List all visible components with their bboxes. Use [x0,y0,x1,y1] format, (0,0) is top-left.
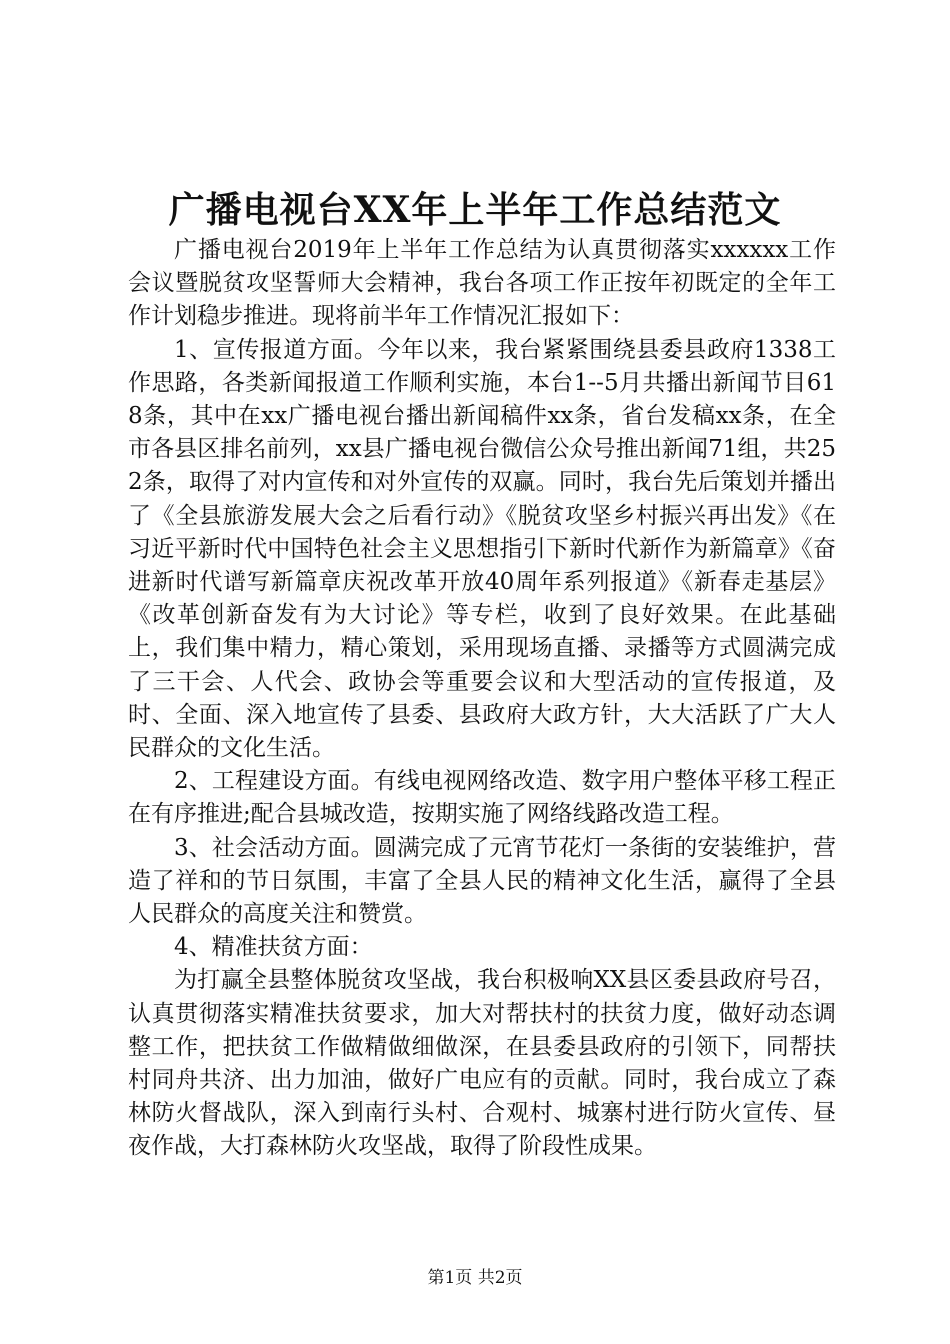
document-body [128,234,836,1164]
paragraph-engineering: 2、工程建设方面。有线电视网络改造、数字用户整体平移工程正在有序推进;配合县城改造，按期实施了网络线路改造工程。 [128,768,836,828]
paragraph-social-activities: 3、社会活动方面。圆满完成了元宵节花灯一条街的安装维护，营造了祥和的节日氛围，丰富了全县人民的精神文化生活，赢得了全县人民群众的高度关注和赞赏。 [128,834,836,928]
page-footer: 第1页 共2页 [427,1268,523,1288]
paragraph-poverty-heading: 4、精准扶贫方面： [174,934,373,961]
paragraph-poverty-body: 为打赢全县整体脱贫攻坚战，我台积极响XX县区委县政府号召，认真贯彻落实精准扶贫要求，加大对帮扶村的扶贫力度，做好动态调整工作，把扶贫工作做精做细做深，在县委县政府的引领下，同帮扶村同舟共济、出力加油，做好广电应有的贡献。同时，我台成立了森林防火督战队，深入到南行头村、合观村、城寨村进行防火宣传、昼夜作战，大打森林防火攻坚战，取得了阶段性成果。 [128,967,836,1160]
paragraph-intro: 广播电视台2019年上半年工作总结为认真贯彻落实xxxxxx工作会议暨脱贫攻坚誓师大会精神，我台各项工作正按年初既定的全年工作计划稳步推进。现将前半年工作情况汇报如下： [128,237,836,330]
paragraph-publicity: 1、宣传报道方面。今年以来，我台紧紧围绕县委县政府1338工作思路，各类新闻报道工作顺利实施，本台1--5月共播出新闻节目618条，其中在xx广播电视台播出新闻稿件xx条，省台发稿xx条，在全市各县区排名前列，xx县广播电视台微信公众号推出新闻71组，共252条，取得了对内宣传和对外宣传的双赢。同时，我台先后策划并播出了《全县旅游发展大会之后看行动》《脱贫攻坚乡村振兴再出发》《在习近平新时代中国特色社会主义思想指引下新时代新作为新篇章》《奋进新时代谱写新篇章庆祝改革开放40周年系列报道》《新春走基层》《改革创新奋发有为大讨论》等专栏，收到了良好效果。在此基础上，我们集中精力，精心策划，采用现场直播、录播等方式圆满完成了三干会、人代会、政协会等重要会议和大型活动的宣传报道，及时、全面、深入地宣传了县委、县政府大政方针，大大活跃了广大人民群众的文化生活。 [128,336,836,762]
document-title: 广播电视台XX年上半年工作总结范文 [168,189,782,231]
